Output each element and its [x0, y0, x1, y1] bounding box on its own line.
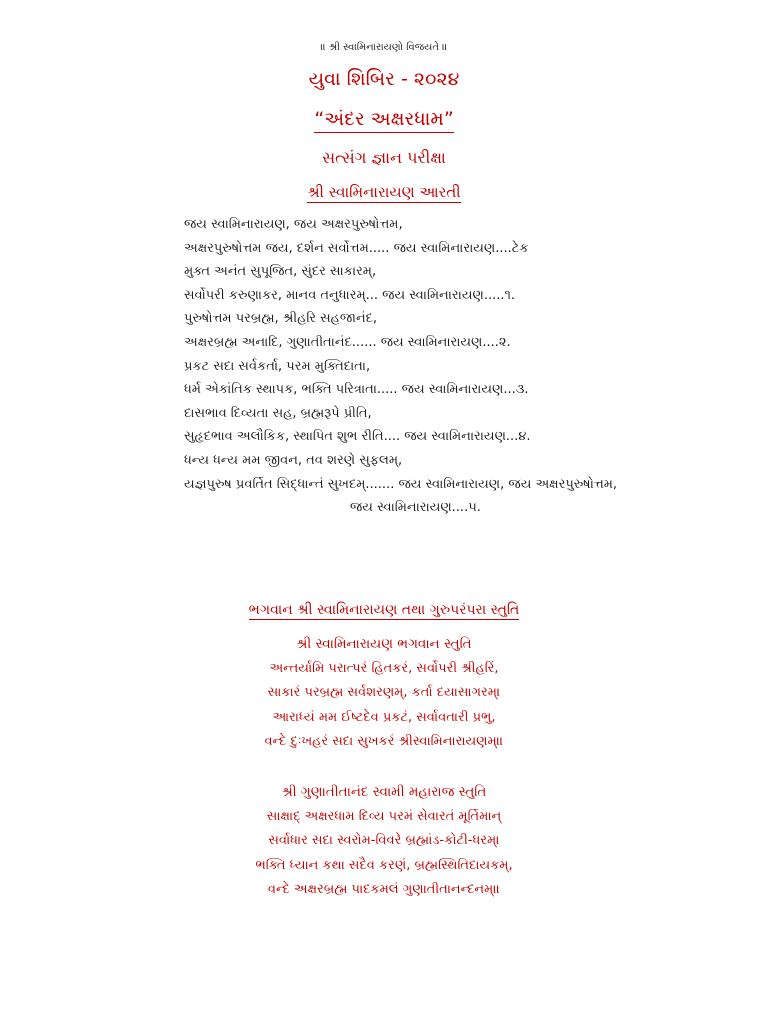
stuti-block-swaminarayan	[0, 632, 768, 755]
theme-title	[0, 108, 768, 130]
aarti-line: અક્ષરપુરુષોત્તમ જય, દર્શન સર્વોત્તમ..... જય સ્વામિનારાયણ....ટેક	[184, 240, 529, 256]
camp-title: યુવા શિબિર - ૨૦૨૪	[308, 68, 460, 90]
invocation-line: ॥ શ્રી સ્વામિનારાયણો વિજયતે ॥	[320, 42, 448, 53]
aarti-line: જય સ્વામિનારાયણ, જય અક્ષરપુરુષોત્તમ,	[184, 217, 403, 232]
aarti-line: અક્ષરબ્રહ્મ અનાદિ, ગુણાતીતાનંદ...... જય સ્વામિનારાયણ....૨.	[184, 334, 511, 350]
stuti-section-heading-text: ભગવાન શ્રી સ્વામિનારાયણ તથા ગુરુપરંપરા સ્તુતિ	[248, 602, 520, 618]
stuti-section-heading	[0, 602, 768, 618]
aarti-section-title-text: શ્રી સ્વામિનારાયણ આરતી	[307, 183, 461, 201]
stuti-block-title: શ્રી ગુણાતીતાનંદ સ્વામી મહારાજ સ્તુતિ	[281, 784, 487, 800]
stuti-block-title: શ્રી સ્વામિનારાયણ ભગવાન સ્તુતિ	[296, 636, 472, 652]
stuti-verse-line: વન્દે દુઃખહરં સદા સુખકરં શ્રીસ્વામિનારાયણમ્॥	[264, 734, 504, 749]
aarti-text	[184, 213, 748, 520]
stuti-block-gunatitanand	[0, 780, 768, 903]
aarti-section-title	[0, 183, 768, 201]
aarti-line: ધન્ય ધન્ય મમ જીવન, તવ શરણે સુફલમ્,	[184, 452, 403, 468]
stuti-verse-line: સર્વાધાર સદા સ્વરોમ-વિવરે બ્રહ્માંડ-કોટી-ધરમ્।	[268, 833, 500, 848]
exam-subtitle: સત્સંગ જ્ઞાન પરીક્ષા	[322, 148, 446, 167]
stuti-verse-line: સાકારં પરબ્રહ્મ સર્વશરણમ્, કર્તા દયાસાગરમ્।	[267, 685, 501, 700]
stuti-verse-line: સાક્ષાદ્ અક્ષરધામ દિવ્ય પરમં સેવારતં મૂર્તિમાન્	[266, 808, 502, 824]
aarti-line: સુહૃદભાવ અલૌકિક, સ્થાપિત શુભ રીતિ.... જય સ્વામિનારાયણ...૪.	[184, 429, 531, 445]
stuti-verse-line: આરાધ્યં મમ ઈષ્ટદેવ પ્રકટં, સર્વાવતારી પ્રભુ,	[272, 709, 496, 725]
aarti-line: યજ્ઞપુરુષ પ્રવર્તિત સિદ્ધાન્તં સુખદમ્....... જય સ્વામિનારાયણ, જય અક્ષરપુરુષોત્તમ,	[184, 476, 618, 492]
theme-text: “અંદર અક્ષરધામ”	[314, 108, 453, 133]
aarti-line: સર્વોપરી કરુણાકર, માનવ તનુધારમ્... જય સ્વામિનારાયણ.....૧.	[184, 287, 515, 303]
stuti-verse-line: અન્તર્યામિ પરાત્પરં હિતકરં, સર્વોપરી શ્રીહરિં,	[269, 660, 499, 676]
stuti-verse-line: ભક્તિ ધ્યાન કથા સદૈવ કરણં, બ્રહ્મસ્થિતિદાયકમ્,	[255, 857, 513, 873]
aarti-line: પ્રકટ સદા સર્વકર્તા, પરમ મુક્તિદાતા,	[184, 358, 371, 374]
aarti-closing-line: જય સ્વામિનારાયણ....૫.	[350, 500, 481, 516]
aarti-line: પુરુષોત્તમ પરબ્રહ્મ, શ્રીહરિ સહજાનંદ,	[184, 311, 378, 327]
aarti-line: ધર્મ એકાંતિક સ્થાપક, ભક્તિ પરિત્રાતા..... જય સ્વામિનારાયણ...૩.	[184, 382, 529, 398]
stuti-verse-line: વન્દે અક્ષરબ્રહ્મ પાદકમલં ગુણાતીતાનન્દનમ્॥	[267, 882, 501, 897]
aarti-line: મુક્ત અનંત સુપૂજિત, સુંદર સાકારમ્,	[184, 264, 377, 280]
aarti-line: દાસભાવ દિવ્યતા સહ, બ્રહ્મરૂપે પ્રીતિ,	[184, 405, 372, 421]
